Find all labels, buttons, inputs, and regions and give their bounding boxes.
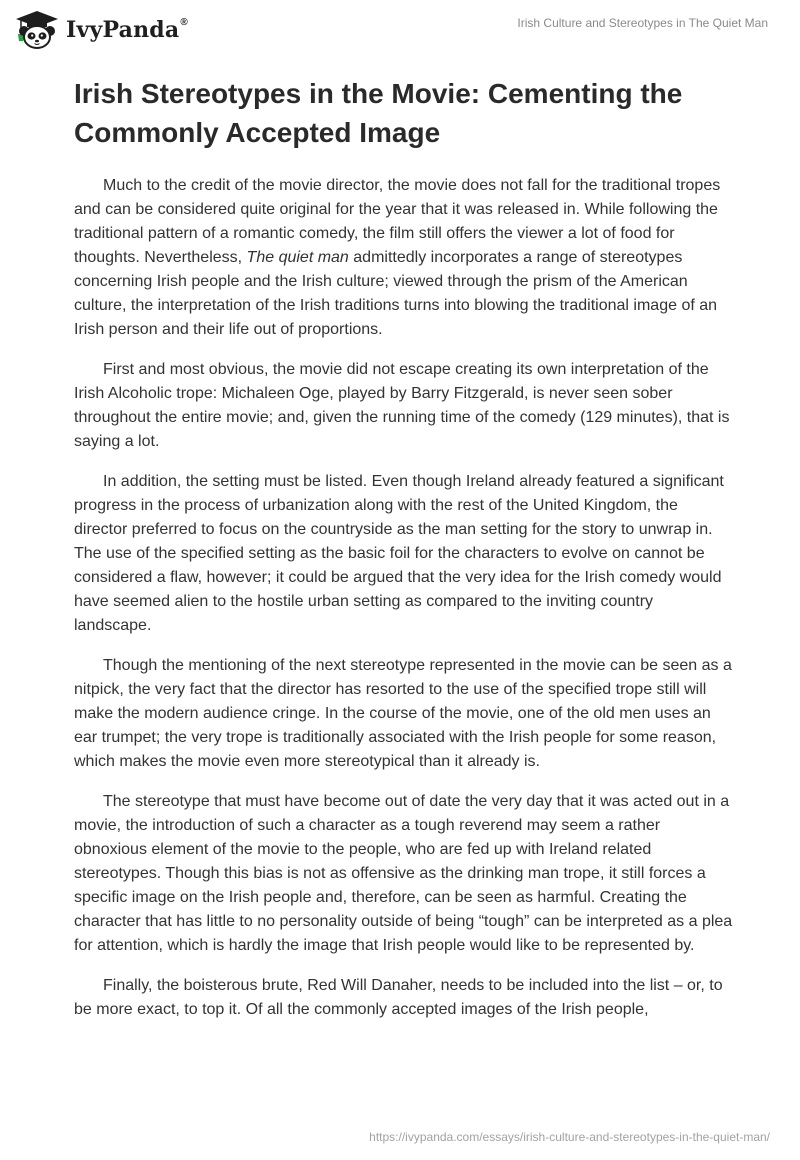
- registered-mark: ®: [180, 17, 188, 28]
- paragraph-4: Though the mentioning of the next stereotype represented in the movie can be seen as a nitpick, the very fact that the director has resorted to the use of the specified trope still will make the modern audience cringe. In the course of the movie, one of the old men uses an ear trumpet; the very trope is traditionally associated with the Irish people for some reason, which makes the movie even more stereotypical than it already is.: [74, 657, 732, 770]
- logo-name: IvyPanda: [66, 17, 180, 43]
- article-title: Irish Stereotypes in the Movie: Cementing the Commonly Accepted Image: [74, 78, 683, 148]
- paragraph-1: [74, 174, 734, 342]
- logo-wordmark: [66, 17, 188, 43]
- ivypanda-logo[interactable]: [14, 10, 188, 50]
- source-url[interactable]: https://ivypanda.com/essays/irish-culture-and-stereotypes-in-the-quiet-man/: [369, 1130, 770, 1144]
- paragraph-1-text-b: admittedly incorporates a range of stereotypes concerning Irish people and the Irish culture; viewed through the prism of the American culture, the interpretation of the Irish traditions turns into blowing the traditional image of an Irish person and their life out of proportions.: [74, 249, 718, 338]
- article-body: [74, 174, 734, 1022]
- page-header: [0, 0, 800, 60]
- paragraph-5: The stereotype that must have become out of date the very day that it was acted out in a movie, the introduction of such a character as a tough reverend may seem a rather obnoxious element of the movie to the people, who are fed up with Ireland related stereotypes. Though this bias is not as offensive as the drinking man trope, it still forces a specific image on the Irish people and, therefore, can be seen as harmful. Creating the character that has little to no personality outside of being “tough” can be interpreted as a plea for attention, which is hardly the image that Irish people would like to be represented by.: [74, 793, 733, 954]
- paragraph-1-text-a: Much to the credit of the movie director, the movie does not fall for the traditional tropes and can be considered quite original for the year that it was released in. While following the traditional pattern of a romantic comedy, the film still offers the viewer a lot of food for thoughts. Nevertheless,: [74, 177, 721, 266]
- paragraph-3: In addition, the setting must be listed. Even though Ireland already featured a significant progress in the process of urbanization along with the rest of the United Kingdom, the director preferred to focus on the countryside as the man setting for the story to unwrap in. The use of the specified setting as the basic foil for the characters to evolve on cannot be considered a flaw, however; it could be argued that the very idea for the Irish comedy would have seemed alien to the hostile urban setting as compared to the inviting country landscape.: [74, 473, 724, 634]
- panda-graduate-icon: [14, 10, 60, 50]
- movie-title-italic: The quiet man: [246, 249, 349, 266]
- paragraph-6: Finally, the boisterous brute, Red Will Danaher, needs to be included into the list – or, to be more exact, to top it. Of all the commonly accepted images of the Irish people,: [74, 977, 723, 1018]
- paragraph-2: First and most obvious, the movie did not escape creating its own interpretation of the Irish Alcoholic trope: Michaleen Oge, played by Barry Fitzgerald, is never seen sober throughout the entire movie; and, given the running time of the comedy (129 minutes), that is saying a lot.: [74, 361, 730, 450]
- running-title: Irish Culture and Stereotypes in The Quiet Man: [517, 16, 768, 30]
